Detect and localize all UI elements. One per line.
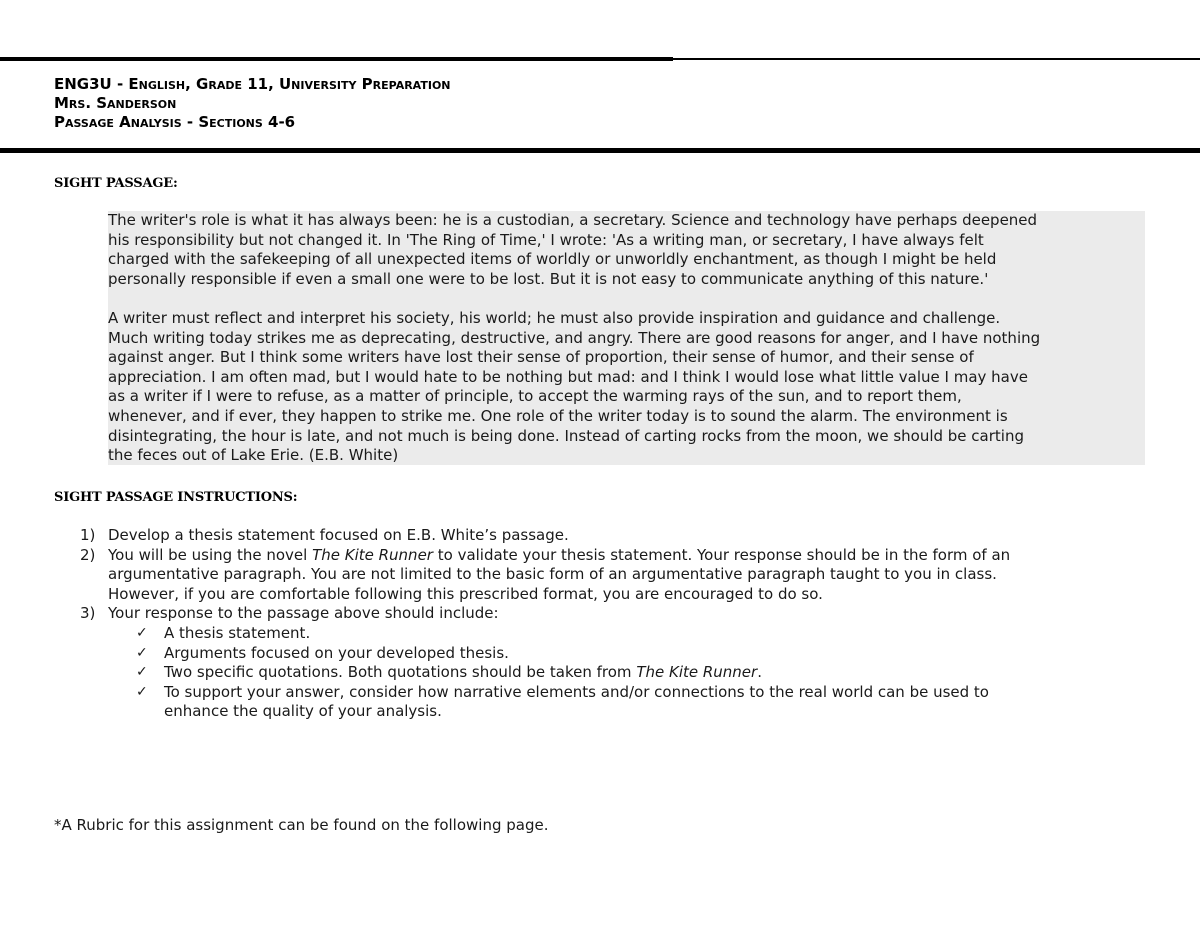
passage-line: appreciation. I am often mad, but I would hate to be nothing but mad: and I think I would lose what little value I may have xyxy=(108,367,1028,386)
passage-line: The writer's role is what it has always been: he is a custodian, a secretary. Science and technology have perhaps deepened xyxy=(108,211,1038,229)
checklist-text: To support your answer, consider how narrative elements and/or connections to the real world can be used to xyxy=(164,682,989,701)
header-bottom-rule xyxy=(0,148,1200,153)
step-number: 1) xyxy=(80,526,96,544)
assignment-title: Passage Analysis - Sections 4-6 xyxy=(54,113,296,131)
rubric-note: *A Rubric for this assignment can be found on the following page. xyxy=(54,816,549,834)
teacher-name: Mrs. Sanderson xyxy=(54,94,177,112)
checklist-item xyxy=(54,663,1154,683)
checkmark-icon: ✓ xyxy=(136,644,148,661)
step-text-part: to validate your thesis statement. Your response should be in the form of an xyxy=(432,545,1011,564)
header-top-rule-thin xyxy=(673,58,1200,60)
paragraph-gap xyxy=(108,289,1145,309)
step-text: Develop a thesis statement focused on E.B. White’s passage. xyxy=(108,526,569,544)
checklist-text-part: . xyxy=(757,663,762,682)
step-text: Your response to the passage above should include: xyxy=(108,604,499,623)
passage-line: as a writer if I were to refuse, as a matter of principle, to accept the warming rays of the sun, and to report them, xyxy=(108,387,962,406)
passage-line: personally responsible if even a small one were to be lost. But it is not easy to communicate anything of this nature.' xyxy=(108,269,989,288)
instruction-step-1 xyxy=(54,526,1154,546)
instruction-step-2 xyxy=(54,546,1154,605)
checklist-item xyxy=(54,624,1154,644)
step-text: However, if you are comfortable following this prescribed format, you are encouraged to do so. xyxy=(108,584,823,603)
passage-line: A writer must reflect and interpret his society, his world; he must also provide inspiration and guidance and challenge. xyxy=(108,308,1001,327)
checklist-text: Arguments focused on your developed thesis. xyxy=(164,643,509,662)
passage-line: against anger. But I think some writers have lost their sense of proportion, their sense of humor, and their sense of xyxy=(108,348,974,367)
passage-line: Much writing today strikes me as deprecating, destructive, and angry. There are good reasons for anger, and I have nothing xyxy=(108,328,1041,347)
sight-passage-heading: SIGHT PASSAGE: xyxy=(54,176,178,191)
checklist-text-part: Two specific quotations. Both quotations should be taken from xyxy=(164,663,637,682)
passage-line: disintegrating, the hour is late, and not much is being done. Instead of carting rocks from the moon, we should be carting xyxy=(108,426,1024,445)
passage-line: whenever, and if ever, they happen to strike me. One role of the writer today is to sound the alarm. The environment is xyxy=(108,406,1008,425)
checklist-text: enhance the quality of your analysis. xyxy=(164,702,442,721)
novel-title: The Kite Runner xyxy=(312,545,433,564)
document-header xyxy=(54,75,451,132)
checklist-text: A thesis statement. xyxy=(164,623,311,642)
instructions-heading: SIGHT PASSAGE INSTRUCTIONS: xyxy=(54,490,298,505)
passage-line: the feces out of Lake Erie. (E.B. White) xyxy=(108,446,399,465)
step-text-part: You will be using the novel xyxy=(108,545,313,564)
sight-passage-block xyxy=(108,211,1145,465)
instruction-step-3 xyxy=(54,604,1154,624)
novel-title: The Kite Runner xyxy=(636,663,758,682)
checklist-item xyxy=(54,683,1154,722)
checkmark-icon: ✓ xyxy=(136,664,148,681)
course-title: ENG3U - English, Grade 11, University Preparation xyxy=(54,75,451,93)
checkmark-icon: ✓ xyxy=(136,624,148,641)
step-number: 2) xyxy=(80,545,96,564)
header-top-rule-thick xyxy=(0,57,673,61)
step-number: 3) xyxy=(80,604,96,623)
checkmark-icon: ✓ xyxy=(136,683,148,700)
step-text xyxy=(108,546,1154,566)
passage-line: his responsibility but not changed it. In 'The Ring of Time,' I wrote: 'As a writing man, or secretary, I have always felt xyxy=(108,230,984,249)
instructions-list xyxy=(54,526,1154,722)
checklist-item xyxy=(54,644,1154,664)
step-text: argumentative paragraph. You are not limited to the basic form of an argumentative paragraph taught to you in class. xyxy=(108,565,997,584)
checklist-text xyxy=(164,663,1154,683)
passage-line: charged with the safekeeping of all unexpected items of worldly or unworldly enchantment, as though I might be held xyxy=(108,250,997,269)
